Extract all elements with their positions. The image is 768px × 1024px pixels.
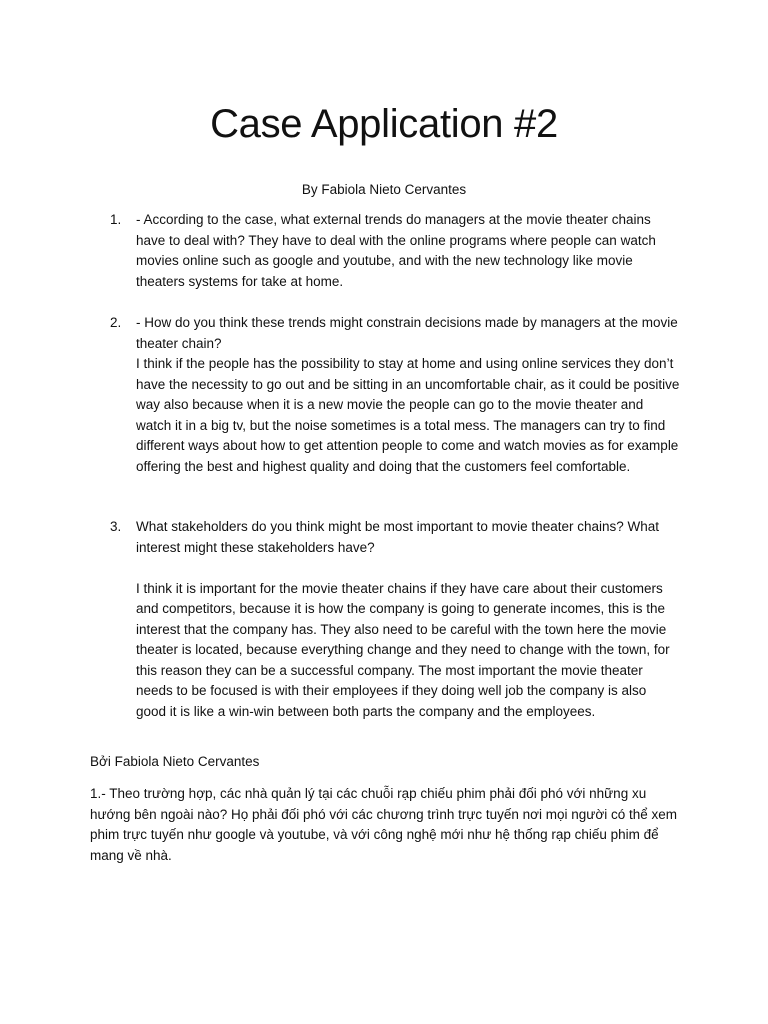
answer-text: I think if the people has the possibility to stay at home and using online services they don’t have the necessity to go out and be sitting in an uncomfortable chair, as it could be positive way also because when it is a new movie the people can go to the movie theater and watch it in a big tv, but the noise sometimes is a total mess. The managers can try to find different ways about how to get attention people to come and watch movies as for example offering the best and highest quality and doing that the customers feel comfortable. — [136, 356, 680, 474]
author-byline: By Fabiola Nieto Cervantes — [301, 182, 467, 197]
page-title: Case Application #2 — [210, 102, 558, 146]
answer-text: They have to deal with the online programs where people can watch movies online such as google and youtube, and with the new technology like movie theaters systems for take at home. — [136, 232, 656, 289]
list-item-question-3 — [110, 517, 680, 722]
list-item-question-2 — [110, 313, 680, 477]
paragraph-spacer — [136, 558, 680, 579]
list-item-question-1 — [110, 210, 680, 292]
question-text: What stakeholders do you think might be most important to movie theater chains? What interest might these stakeholders have? — [136, 519, 660, 555]
list-item-body — [136, 210, 680, 292]
vietnamese-paragraph: 1.- Theo trường hợp, các nhà quản lý tại các chuỗi rạp chiếu phim phải đối phó với những xu hướng bên ngoài nào? Họ phải đối phó với các chương trình trực tuyến nơi mọi người có thể xem phim trực tuyến như google và youtube, và với công nghệ mới như hệ thống rạp chiếu phim để mang về nhà. — [90, 786, 677, 863]
list-item-number: 3. — [110, 519, 122, 534]
vietnamese-byline: Bởi Fabiola Nieto Cervantes — [90, 754, 260, 769]
list-item-number: 2. — [110, 315, 122, 330]
list-item-body — [136, 517, 680, 722]
list-item-body — [136, 313, 680, 477]
answer-text: I think it is important for the movie theater chains if they have care about their customers and competitors, because it is how the company is going to generate incomes, this is the interest that the company has. They also need to be careful with the town here the movie theater is located, because everything change and they need to change with the town, for this reason they can be a successful company. The most important the movie theater needs to be focused is with their employees if they doing well job the company is also good it is like a win-win between both parts the company and the employees. — [136, 580, 670, 719]
question-text: - How do you think these trends might constrain decisions made by managers at the movie theater chain? — [136, 315, 678, 351]
list-item-number: 1. — [110, 212, 122, 227]
question-text: - According to the case, what external trends do managers at the movie theater chains have to deal with? — [136, 212, 651, 248]
